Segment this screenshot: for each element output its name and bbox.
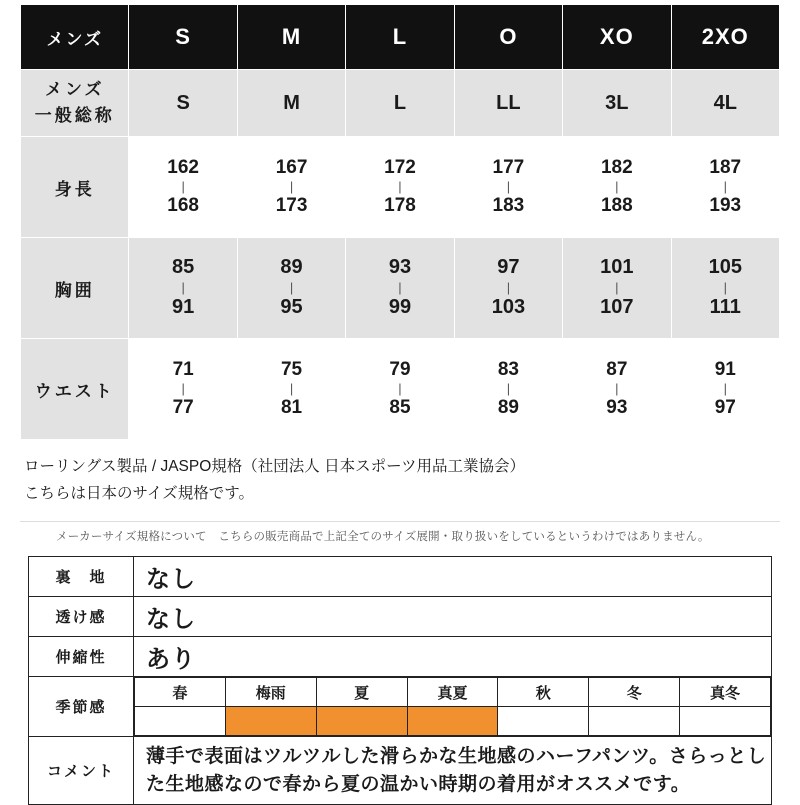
range-separator-icon: | (506, 178, 511, 194)
range-separator-icon: | (181, 380, 185, 396)
season-mark-autumn (498, 707, 589, 736)
cell-general-s: S (129, 70, 237, 137)
detail-label-lining: 裏 地 (29, 557, 134, 597)
detail-value-stretch: あり (134, 637, 772, 677)
range-separator-icon: | (615, 380, 619, 396)
size-chart-page (0, 4, 800, 804)
row-label-chest: 胸囲 (21, 238, 129, 339)
size-table (20, 4, 780, 440)
season-mark-spring (135, 707, 226, 736)
range-separator-icon: | (181, 279, 185, 295)
header-cell-2xo: 2XO (671, 5, 779, 70)
season-name-summer: 夏 (316, 678, 407, 707)
cell-height-4l: 187 | 193 (671, 137, 779, 238)
header-cell-m: M (237, 5, 345, 70)
cell-general-4l: 4L (671, 70, 779, 137)
range-separator-icon: | (723, 178, 727, 194)
header-cell-o: O (454, 5, 562, 70)
table-row-season (29, 677, 772, 737)
cell-general-3l: 3L (563, 70, 671, 137)
cell-height-l: 172 | 178 (346, 137, 454, 238)
cell-height-m: 167 | 173 (237, 137, 345, 238)
size-table-header-row (21, 5, 780, 70)
table-row-comment (29, 737, 772, 805)
table-row-lining (29, 557, 772, 597)
range-separator-icon: | (615, 178, 619, 194)
cell-general-m: M (237, 70, 345, 137)
cell-waist-ll: 83 | 89 (454, 339, 562, 440)
maker-size-disclaimer: メーカーサイズ規格について こちらの販売商品で上記全てのサイズ展開・取り扱いをしているというわけではありません。 (20, 521, 780, 552)
range-separator-icon: | (723, 380, 727, 396)
row-label-height: 身長 (21, 137, 129, 238)
cell-waist-s: 71 | 77 (129, 339, 237, 440)
cell-chest-s: 85 | 91 (129, 238, 237, 339)
detail-label-comment: コメント (29, 737, 134, 805)
cell-chest-4l: 105 | 111 (671, 238, 779, 339)
season-mark-midsummer (407, 707, 498, 736)
cell-general-ll: LL (454, 70, 562, 137)
row-label-general-name: メンズ 一般総称 (21, 70, 129, 137)
season-name-midwinter: 真冬 (680, 678, 771, 707)
season-names-row (135, 678, 771, 707)
table-row-sheerness (29, 597, 772, 637)
range-separator-icon: | (398, 380, 402, 396)
cell-waist-m: 75 | 81 (237, 339, 345, 440)
range-separator-icon: | (289, 178, 294, 194)
range-separator-icon: | (289, 279, 294, 295)
cell-general-l: L (346, 70, 454, 137)
season-mark-summer (316, 707, 407, 736)
range-separator-icon: | (398, 279, 402, 295)
cell-height-ll: 177 | 183 (454, 137, 562, 238)
cell-chest-3l: 101 | 107 (563, 238, 671, 339)
cell-chest-l: 93 | 99 (346, 238, 454, 339)
cell-height-3l: 182 | 188 (563, 137, 671, 238)
detail-value-lining: なし (134, 557, 772, 597)
range-separator-icon: | (289, 380, 294, 396)
range-separator-icon: | (615, 279, 619, 295)
season-name-spring: 春 (135, 678, 226, 707)
range-separator-icon: | (181, 178, 185, 194)
cell-waist-4l: 91 | 97 (671, 339, 779, 440)
cell-waist-l: 79 | 85 (346, 339, 454, 440)
season-marks-row (135, 707, 771, 736)
cell-waist-3l: 87 | 93 (563, 339, 671, 440)
range-separator-icon: | (506, 380, 511, 396)
detail-label-sheerness: 透け感 (29, 597, 134, 637)
season-name-rainy: 梅雨 (225, 678, 316, 707)
detail-value-sheerness: なし (134, 597, 772, 637)
range-separator-icon: | (398, 178, 402, 194)
season-name-midsummer: 真夏 (407, 678, 498, 707)
detail-table (28, 556, 772, 805)
table-row-height (21, 137, 780, 238)
note-line-jaspo: ローリングス製品 / JASPO規格（社団法人 日本スポーツ用品工業協会） (24, 458, 525, 475)
note-line-japan-size: こちらは日本のサイズ規格です。 (24, 485, 255, 503)
table-row-chest (21, 238, 780, 339)
detail-label-season: 季節感 (29, 677, 134, 737)
table-row-waist (21, 339, 780, 440)
row-label-waist: ウエスト (21, 339, 129, 440)
table-row-stretch (29, 637, 772, 677)
header-cell-mens: メンズ (21, 5, 129, 70)
season-mark-midwinter (680, 707, 771, 736)
season-mark-rainy (225, 707, 316, 736)
header-cell-l: L (346, 5, 454, 70)
season-name-winter: 冬 (589, 678, 680, 707)
season-grid (134, 677, 772, 737)
season-mark-winter (589, 707, 680, 736)
cell-chest-m: 89 | 95 (237, 238, 345, 339)
standard-notes (20, 440, 780, 513)
header-cell-s: S (129, 5, 237, 70)
cell-chest-ll: 97 | 103 (454, 238, 562, 339)
cell-height-s: 162 | 168 (129, 137, 237, 238)
season-name-autumn: 秋 (498, 678, 589, 707)
detail-value-comment: 薄手で表面はツルツルした滑らかな生地感のハーフパンツ。さらっとした生地感なので春から夏の温かい時期の着用がオススメです。 (134, 737, 772, 805)
season-table (134, 677, 771, 736)
detail-label-stretch: 伸縮性 (29, 637, 134, 677)
range-separator-icon: | (723, 279, 727, 295)
table-row-general-name (21, 70, 780, 137)
range-separator-icon: | (506, 279, 511, 295)
header-cell-xo: XO (563, 5, 671, 70)
